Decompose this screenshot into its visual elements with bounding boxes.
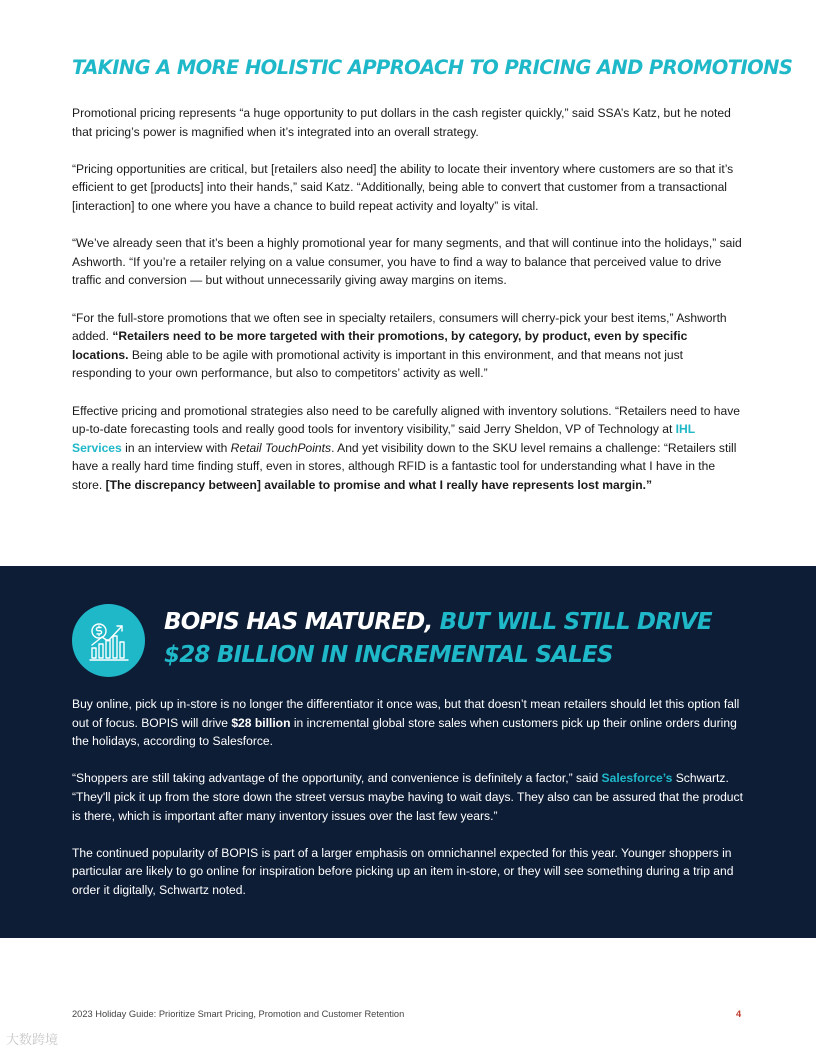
paragraph <box>72 695 746 751</box>
paragraph: “Pricing opportunities are critical, but [retailers also need] the ability to locate their inventory where customers are so that it’s efficient to get [products] into their hands,” said Katz. “Additionally, being able to convert that customer from a transactional [interaction] to one where you have a chance to build repeat activity and loyalty” is vital. <box>72 161 734 213</box>
heading-accent-part: BUT WILL STILL DRIVE <box>439 609 712 635</box>
paragraph <box>72 402 744 495</box>
watermark: 大数跨境 <box>6 1032 59 1047</box>
paragraph: Promotional pricing represents “a huge opportunity to put dollars in the cash register quickly,” said SSA’s Katz, but he noted that pricing’s power is magnified when it’s integrated into an overall strategy. <box>72 106 731 139</box>
growth-chart-dollar-icon <box>72 604 145 677</box>
text: Being able to be agile with promotional activity is important in this environment, and that means not just responding to your own performance, but also to competitors’ activity as well.” <box>72 347 684 381</box>
ihl-services-link[interactable]: IHL Services <box>72 422 695 455</box>
text: in an interview with <box>121 440 231 455</box>
heading-accent-part: $28 BILLION IN INCREMENTAL SALES <box>164 642 613 668</box>
paragraph <box>72 769 746 825</box>
page-number: 4 <box>736 1009 742 1019</box>
text: Schwartz. “They'll pick it up from the store down the street versus maybe having to wait days. They also can be assured that the product is there, which is important after many inventory issues over the last few years.” <box>72 771 743 823</box>
section-heading: TAKING A MORE HOLISTIC APPROACH TO PRICING AND PROMOTIONS <box>72 56 793 79</box>
paragraph: The continued popularity of BOPIS is part of a larger emphasis on omnichannel expected for this year. Younger shoppers in particular are likely to go online for inspiration before picking up an item in-store, or they will see something during a trip and order it digitally, Schwartz noted. <box>72 845 734 897</box>
bold-quote: [The discrepancy between] available to promise and what I really have represents lost margin.” <box>105 477 653 492</box>
section2-body <box>72 695 746 918</box>
bold-quote: “Retailers need to be more targeted with their promotions, by category, by product, even by specific locations. <box>72 329 688 362</box>
publication-name: Retail TouchPoints <box>230 440 332 455</box>
text: Effective pricing and promotional strategies also need to be carefully aligned with inventory solutions. “Retailers need to have up-to-date forecasting tools and really good tools for inventory visibility,” said Jerry Sheldon, VP of Technology at <box>72 403 741 437</box>
text: . And yet visibility down to the SKU level remains a challenge: “Retailers still have a really hard time finding stuff, even in stores, although RFID is a fantastic tool for understanding what I have in the store. <box>72 440 737 492</box>
footer-title: 2023 Holiday Guide: Prioritize Smart Pricing, Promotion and Customer Retention <box>72 1009 405 1019</box>
bold-figure: $28 billion <box>231 715 291 730</box>
salesforce-link[interactable]: Salesforce’s <box>601 771 673 786</box>
text: “For the full-store promotions that we often see in specialty retailers, consumers will cherry-pick your best items,” Ashworth added. <box>72 310 727 344</box>
text: in incremental global store sales when customers pick up their online orders during the holidays, according to Salesforce. <box>72 715 737 749</box>
paragraph <box>72 309 744 383</box>
text: Buy online, pick up in-store is no longer the differentiator it once was, but that doesn’t mean retailers should let this option fall out of focus. BOPIS will drive <box>72 697 740 730</box>
bopis-heading <box>164 606 784 672</box>
section1-body <box>72 104 744 513</box>
heading-white-part: BOPIS HAS MATURED, <box>164 609 433 635</box>
text: “Shoppers are still taking advantage of the opportunity, and convenience is definitely a factor,” said <box>72 771 602 786</box>
paragraph: “We’ve already seen that it’s been a highly promotional year for many segments, and that will continue into the holidays,” said Ashworth. “If you’re a retailer relying on a value consumer, you have to find a way to balance that perceived value to drive traffic and conversion — but without unnecessarily giving away margins on items. <box>72 236 742 288</box>
